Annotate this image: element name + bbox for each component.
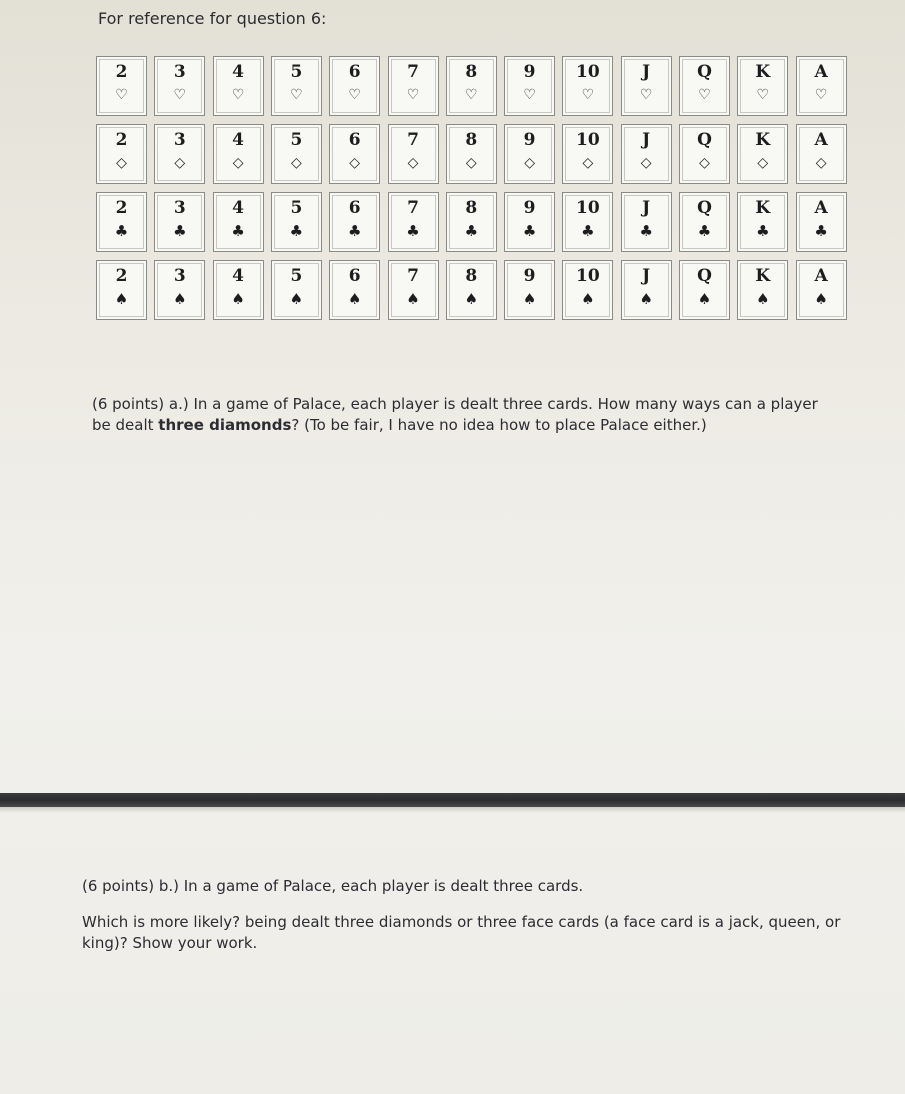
hearts-suit-icon: ♡: [406, 87, 420, 103]
card-rank: 4: [232, 130, 245, 150]
card-rank: 3: [173, 62, 186, 82]
card-rank: 9: [523, 62, 536, 82]
question-a-emphasis: three diamonds: [158, 416, 292, 434]
spades-suit-icon: ♠: [464, 290, 479, 308]
page-divider: [0, 793, 905, 807]
diamonds-suit-icon: ◇: [291, 155, 302, 171]
spades-suit-icon: ♠: [697, 290, 712, 308]
card-rank: 5: [290, 62, 303, 82]
card-9-clubs: [504, 192, 555, 252]
spades-suit-icon: ♠: [756, 290, 770, 308]
card-rank: 4: [232, 266, 245, 286]
card-rank: 10: [576, 266, 600, 286]
hearts-suit-icon: ♡: [465, 87, 478, 103]
clubs-suit-icon: ♣: [697, 222, 712, 240]
card-rank: 7: [407, 198, 419, 218]
diamonds-suit-icon: ◇: [640, 155, 652, 171]
card-rank: J: [642, 130, 651, 150]
card-rank: K: [755, 62, 771, 82]
spades-suit-icon: ♠: [522, 290, 537, 308]
card-rank: 5: [290, 266, 303, 286]
card-5-diamonds: [271, 124, 322, 184]
clubs-suit-icon: ♣: [639, 222, 653, 240]
hearts-suit-icon: ♡: [756, 87, 770, 103]
diamonds-suit-icon: ◇: [174, 155, 186, 171]
card-6-spades: [329, 260, 380, 320]
card-k-hearts: [737, 56, 788, 116]
card-a-spades: [796, 260, 847, 320]
card-j-spades: [621, 260, 672, 320]
spades-suit-icon: ♠: [406, 290, 420, 308]
card-rank: Q: [697, 198, 712, 218]
reference-title: For reference for question 6:: [98, 9, 327, 28]
card-rank: 9: [523, 266, 536, 286]
hearts-suit-icon: ♡: [698, 87, 711, 103]
card-rank: 10: [576, 62, 600, 82]
card-rank: 6: [348, 198, 361, 218]
diamonds-suit-icon: ◇: [407, 155, 419, 171]
clubs-suit-icon: ♣: [289, 222, 304, 240]
card-7-diamonds: [388, 124, 439, 184]
card-rank: 3: [173, 266, 186, 286]
hearts-suit-icon: ♡: [290, 87, 303, 103]
card-8-clubs: [446, 192, 497, 252]
hearts-suit-icon: ♡: [115, 87, 128, 103]
clubs-suit-icon: ♣: [173, 222, 187, 240]
card-rank: K: [755, 198, 771, 218]
card-7-spades: [388, 260, 439, 320]
card-q-diamonds: [679, 124, 730, 184]
card-10-clubs: [562, 192, 613, 252]
diamonds-suit-icon: ◇: [757, 155, 769, 171]
card-2-hearts: [96, 56, 147, 116]
card-rank: 3: [173, 198, 186, 218]
card-rank: 9: [523, 198, 536, 218]
card-rank: 2: [115, 266, 128, 286]
card-rank: 3: [173, 130, 186, 150]
card-q-clubs: [679, 192, 730, 252]
card-rank: 5: [290, 130, 303, 150]
card-6-hearts: [329, 56, 380, 116]
card-3-spades: [154, 260, 205, 320]
clubs-suit-icon: ♣: [581, 222, 595, 240]
diamonds-suit-icon: ◇: [349, 155, 361, 171]
card-j-clubs: [621, 192, 672, 252]
diamonds-suit-icon: ◇: [465, 155, 477, 171]
card-rank: 8: [465, 130, 478, 150]
card-rank: 10: [576, 130, 600, 150]
card-rank: 4: [232, 198, 245, 218]
card-8-diamonds: [446, 124, 497, 184]
hearts-suit-icon: ♡: [581, 87, 595, 103]
spades-suit-icon: ♠: [347, 290, 362, 308]
card-9-hearts: [504, 56, 555, 116]
card-a-clubs: [796, 192, 847, 252]
card-rank: K: [755, 130, 771, 150]
card-3-diamonds: [154, 124, 205, 184]
card-rank: 8: [465, 198, 478, 218]
clubs-suit-icon: ♣: [464, 222, 479, 240]
card-5-clubs: [271, 192, 322, 252]
card-rank: A: [814, 198, 828, 218]
question-a-points: (6 points): [92, 395, 165, 413]
card-rank: 2: [115, 130, 128, 150]
hearts-suit-icon: ♡: [173, 87, 187, 103]
hearts-suit-icon: ♡: [814, 87, 828, 103]
card-rank: 2: [115, 62, 128, 82]
card-6-clubs: [329, 192, 380, 252]
hearts-suit-icon: ♡: [231, 87, 245, 103]
card-5-spades: [271, 260, 322, 320]
card-rank: K: [755, 266, 771, 286]
clubs-suit-icon: ♣: [406, 222, 420, 240]
spades-suit-icon: ♠: [173, 290, 187, 308]
card-7-clubs: [388, 192, 439, 252]
card-7-hearts: [388, 56, 439, 116]
spades-suit-icon: ♠: [231, 290, 245, 308]
question-b: [82, 876, 882, 954]
card-q-spades: [679, 260, 730, 320]
question-a: [92, 394, 822, 436]
card-3-hearts: [154, 56, 205, 116]
spades-suit-icon: ♠: [289, 290, 304, 308]
card-rank: Q: [697, 266, 712, 286]
card-rank: 7: [407, 130, 419, 150]
card-rank: A: [814, 62, 828, 82]
diamonds-suit-icon: ◇: [582, 155, 594, 171]
card-rank: 5: [290, 198, 303, 218]
card-4-spades: [213, 260, 264, 320]
hearts-suit-icon: ♡: [348, 87, 361, 103]
card-10-diamonds: [562, 124, 613, 184]
card-rank: 7: [407, 266, 419, 286]
clubs-suit-icon: ♣: [522, 222, 537, 240]
card-q-hearts: [679, 56, 730, 116]
card-rank: J: [642, 62, 651, 82]
card-a-diamonds: [796, 124, 847, 184]
spades-suit-icon: ♠: [639, 290, 653, 308]
card-5-hearts: [271, 56, 322, 116]
diamonds-suit-icon: ◇: [524, 155, 535, 171]
card-rank: 6: [348, 130, 361, 150]
clubs-suit-icon: ♣: [756, 222, 770, 240]
card-9-spades: [504, 260, 555, 320]
spades-suit-icon: ♠: [814, 290, 828, 308]
card-rank: Q: [697, 62, 712, 82]
diamonds-suit-icon: ◇: [116, 155, 127, 171]
diamonds-suit-icon: ◇: [815, 155, 827, 171]
clubs-suit-icon: ♣: [231, 222, 245, 240]
card-rank: J: [642, 198, 651, 218]
question-b-prompt: Which is more likely? being dealt three diamonds or three face cards (a face card is a jack, queen, or king)? Show your work.: [82, 913, 841, 952]
card-rank: 8: [465, 62, 478, 82]
card-4-diamonds: [213, 124, 264, 184]
clubs-suit-icon: ♣: [814, 222, 828, 240]
card-rank: 6: [348, 62, 361, 82]
card-9-diamonds: [504, 124, 555, 184]
card-2-spades: [96, 260, 147, 320]
diamonds-suit-icon: ◇: [232, 155, 244, 171]
card-3-clubs: [154, 192, 205, 252]
question-a-text: a.) In a game of Palace, each player is dealt three cards. How many ways can a player be dealt: [92, 395, 818, 434]
page-divider-shadow: [0, 807, 905, 813]
question-a-text-end: ? (To be fair, I have no idea how to place Palace either.): [291, 416, 707, 434]
card-rank: 4: [232, 62, 245, 82]
card-rank: 10: [576, 198, 600, 218]
card-k-spades: [737, 260, 788, 320]
clubs-suit-icon: ♣: [347, 222, 362, 240]
card-a-hearts: [796, 56, 847, 116]
clubs-suit-icon: ♣: [114, 222, 129, 240]
card-4-hearts: [213, 56, 264, 116]
card-4-clubs: [213, 192, 264, 252]
card-j-hearts: [621, 56, 672, 116]
card-j-diamonds: [621, 124, 672, 184]
card-k-clubs: [737, 192, 788, 252]
diamonds-suit-icon: ◇: [699, 155, 710, 171]
card-2-diamonds: [96, 124, 147, 184]
question-b-intro: (6 points) b.) In a game of Palace, each player is dealt three cards.: [82, 877, 584, 895]
hearts-suit-icon: ♡: [639, 87, 653, 103]
card-rank: J: [642, 266, 651, 286]
spades-suit-icon: ♠: [114, 290, 129, 308]
card-8-hearts: [446, 56, 497, 116]
card-8-spades: [446, 260, 497, 320]
card-2-clubs: [96, 192, 147, 252]
card-rank: 8: [465, 266, 478, 286]
card-rank: 6: [348, 266, 361, 286]
card-rank: Q: [697, 130, 712, 150]
card-rank: A: [814, 130, 828, 150]
card-6-diamonds: [329, 124, 380, 184]
card-rank: 2: [115, 198, 128, 218]
card-rank: A: [814, 266, 828, 286]
card-10-hearts: [562, 56, 613, 116]
hearts-suit-icon: ♡: [523, 87, 536, 103]
card-rank: 9: [523, 130, 536, 150]
card-k-diamonds: [737, 124, 788, 184]
card-rank: 7: [407, 62, 419, 82]
card-10-spades: [562, 260, 613, 320]
spades-suit-icon: ♠: [581, 290, 595, 308]
